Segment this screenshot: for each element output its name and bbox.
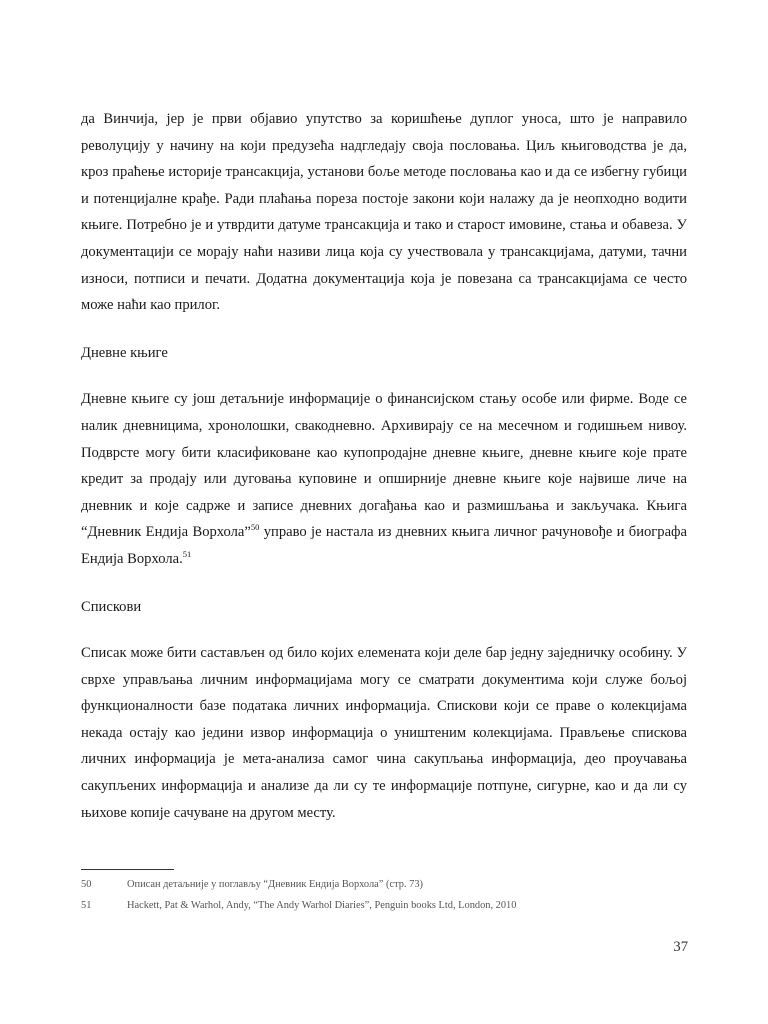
paragraph-bookkeeping: да Винчија, јер је први објавио упутство за коришћење дуплог уноса, што је направило револуцију у начину на који предузећа надгледају своја пословања. Циљ књиговодства је да, кроз праћење историје трансакција, установи боље методе пословања као и да се избегну губици и потенцијалне крађе. Ради плаћања пореза постоје закони који налажу да је неопходно водити књиге. Потребно је и утврдити датуме трансакција и тако и старост имовине, стања и обавеза. У документацији се морају наћи називи лица која су учествовала у трансакцијама, датуми, тачни износи, потписи и печати. Додатна документација која је повезана са трансакцијама се често може наћи као прилог.	[81, 111, 687, 314]
footnote-text: Описан детаљније у поглављу “Дневник Ендија Ворхола” (стр. 73)	[127, 879, 423, 890]
paragraph-daily-books	[81, 386, 687, 572]
footnote-number: 51	[81, 900, 92, 911]
footnote-ref-51: 51	[182, 548, 192, 559]
page-body	[81, 106, 687, 826]
section-heading-daily-books: Дневне књиге	[81, 344, 168, 361]
footnotes-section	[81, 869, 687, 916]
paragraph-daily-books-text-1: Дневне књиге су још детаљније информације о финансијском стању особе или фирме. Воде се налик дневницима, хронолошки, свакодневно. Архивирају се на месечном и годишњем нивоу. Подврсте могу бити класификоване као купопродајне дневне књиге, дневне књиге које прате кредит за продају или дуговања куповине и опширније дневне књиге које највише личе на дневник и које садрже и записе дневних догађања као и размишљања и закључака. Књига “Дневник Ендија Ворхола”	[81, 391, 687, 541]
page-number: 37	[673, 939, 688, 955]
footnote-text: Hackett, Pat & Warhol, Andy, “The Andy Warhol Diaries”, Penguin books Ltd, London, 2010	[127, 900, 517, 911]
footnote-51	[81, 895, 687, 916]
footnote-ref-50: 50	[250, 522, 260, 533]
footnote-50	[81, 874, 687, 895]
paragraph-daily-books-text-2: управо је настала из дневних књига личног рачуновође и биографа Ендија Ворхола.	[81, 524, 687, 567]
footnote-separator	[81, 869, 174, 870]
section-heading-lists: Спискови	[81, 598, 142, 615]
footnote-number: 50	[81, 879, 92, 890]
paragraph-lists: Списак може бити састављен од било којих елемената који деле бар једну заједничку особину. У сврхе управљања личним информацијама могу се сматрати документима који служе бољој функционалности базе података личних информација. Спискови који се праве о колекцијама некада остају као једини извор информација о уништеним колекцијама. Прављење спискова личних информација је мета-анализа самог чина сакупљања информација, део проучавања сакупљених информација и анализе да ли су те информације потпуне, сигурне, као и да ли су њихове копије сачуване на другом месту.	[81, 645, 687, 821]
